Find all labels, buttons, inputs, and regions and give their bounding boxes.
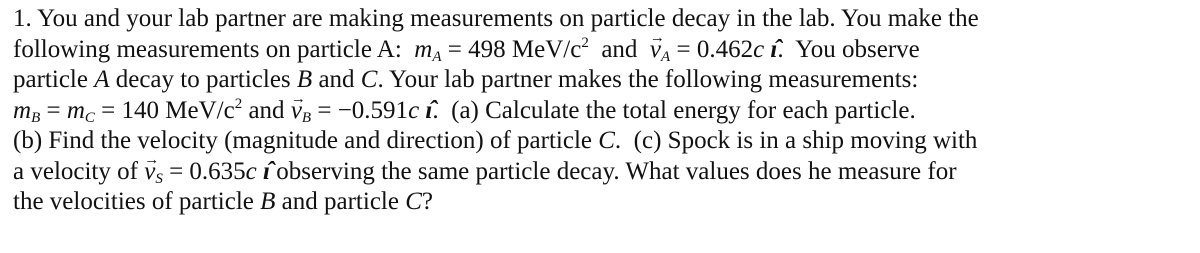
problem-line-2: following measurements on particle A: $m_A = 498$ MeV/$c^2$ and → $v_A = 0.462c$ ı̂. You observe	[13, 35, 1193, 66]
math-m-A: $m_A$	[414, 35, 442, 65]
vector-v-S: → v	[144, 157, 155, 188]
math-m-B: $m_B$	[13, 96, 41, 126]
problem-statement	[13, 4, 1193, 218]
part-c-text: (c) Spock is in a ship moving with	[633, 127, 978, 154]
problem-line-4: $m_B = m_C = 140$ MeV/$c^2$ and → $v_B = -0.591c$ ı̂. (a) Calculate the total energy for each particle.	[13, 96, 1193, 127]
problem-text: 1. You and your lab partner are making measurements on particle decay in the lab. You make the	[13, 5, 979, 32]
velocity-B-value: −0.591	[337, 96, 409, 124]
velocity-S-value: 0.635	[189, 157, 246, 185]
problem-line-5: (b) Find the velocity (magnitude and direction) of particle C. (c) Spock is in a ship moving with	[13, 127, 978, 154]
problem-line-3: particle A decay to particles B and C. Your lab partner makes the following measurements:	[13, 66, 919, 93]
velocity-A-value: 0.462	[696, 35, 754, 63]
problem-line-1	[13, 4, 1193, 35]
mass-A-value: 498 MeV/c	[468, 35, 582, 63]
math-m-C: $m_C$	[66, 96, 95, 126]
problem-line-7: the velocities of particle B and particle C?	[13, 188, 434, 215]
part-a-text: (a) Calculate the total energy for each particle.	[451, 96, 916, 124]
mass-BC-value: 140 MeV/c	[121, 96, 235, 124]
part-b-text: (b) Find the velocity (magnitude and direction) of particle	[13, 127, 592, 154]
vector-v-A: → v	[650, 35, 661, 66]
vector-v-B: → v	[291, 96, 302, 127]
problem-line-6: a velocity of → $v_S = 0.635c$ ı̂ observing the same particle decay. What values does he measure for	[13, 157, 1193, 188]
unit-vector-i: ı̂	[770, 35, 778, 63]
problem-text: following measurements on particle A:	[13, 35, 402, 63]
